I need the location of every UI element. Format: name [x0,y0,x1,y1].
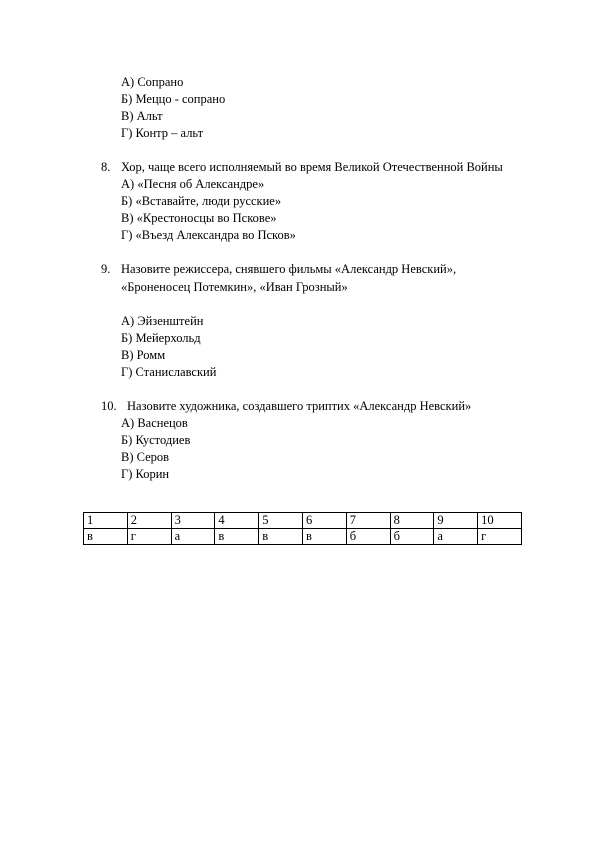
question-number-cell: 9 [434,513,478,529]
q8-option-d: Г) «Въезд Александра во Псков» [121,228,296,242]
q8-option-b: Б) «Вставайте, люди русские» [121,194,282,208]
q9-text-line2: «Броненосец Потемкин», «Иван Грозный» [121,280,348,294]
q8-option-a: А) «Песня об Александре» [121,177,265,191]
answer-cell: в [84,529,128,545]
q9-number: 9. [101,262,111,276]
q7-option-a: А) Сопрано [121,75,184,89]
q10-option-a: А) Васнецов [121,416,188,430]
answer-key-numbers-row [84,513,522,529]
q10-option-b: Б) Кустодиев [121,433,191,447]
q7-option-d: Г) Контр – альт [121,126,204,140]
answer-cell: г [127,529,171,545]
answer-cell: б [346,529,390,545]
q9-text-line1: Назовите режиссера, снявшего фильмы «Александр Невский», [121,262,457,276]
answer-key-answers-row [84,529,522,545]
question-number-cell: 2 [127,513,171,529]
question-number-cell: 7 [346,513,390,529]
question-number-cell: 6 [302,513,346,529]
answer-cell: в [215,529,259,545]
q7-option-c: В) Альт [121,109,163,123]
q9-option-a: А) Эйзенштейн [121,314,204,328]
answer-cell: в [302,529,346,545]
answer-cell: г [478,529,522,545]
question-number-cell: 3 [171,513,215,529]
answer-key-table [83,512,522,545]
q10-option-d: Г) Корин [121,467,170,481]
answer-cell: а [434,529,478,545]
question-number-cell: 1 [84,513,128,529]
q10-option-c: В) Серов [121,450,170,464]
q9-option-d: Г) Станиславский [121,365,217,379]
q10-text: Назовите художника, создавшего триптих «Александр Невский» [127,399,472,413]
question-number-cell: 5 [259,513,303,529]
q10-number: 10. [101,399,117,413]
q7-option-b: Б) Меццо - сопрано [121,92,226,106]
q8-number: 8. [101,160,111,174]
question-number-cell: 8 [390,513,434,529]
answer-cell: в [259,529,303,545]
question-number-cell: 4 [215,513,259,529]
q8-text: Хор, чаще всего исполняемый во время Великой Отечественной Войны [121,160,503,174]
q9-option-c: В) Ромм [121,348,166,362]
q8-option-c: В) «Крестоносцы во Пскове» [121,211,277,225]
answer-cell: б [390,529,434,545]
q9-option-b: Б) Мейерхольд [121,331,201,345]
answer-cell: а [171,529,215,545]
question-number-cell: 10 [478,513,522,529]
